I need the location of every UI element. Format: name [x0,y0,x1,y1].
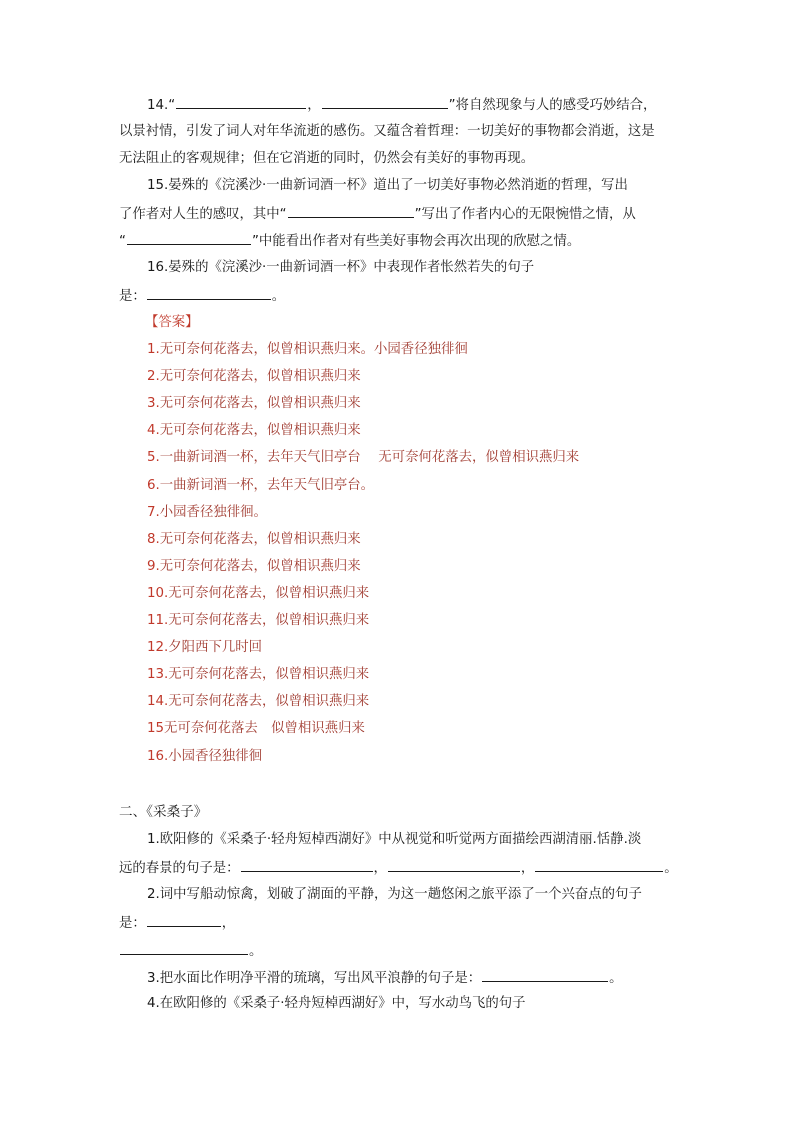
q15-line2 [119,204,636,224]
answer-item [147,368,361,386]
answer-number: 9. [147,559,160,574]
answer-text: 无可奈何花落去，似曾相识燕归来 [159,559,361,574]
answer-text: 无可奈何花落去，似曾相识燕归来 [159,369,361,384]
answer-number: 3. [147,396,160,411]
answer-number: 12. [147,640,169,655]
s2-q2-comma: ， [221,916,236,931]
answer-number: 4. [147,423,160,438]
s2-q2-blank-1[interactable] [147,913,221,927]
answer-text: 无可奈何花落去，似曾相识燕归来 [159,532,361,547]
q14-prefix: 14.“ [147,98,176,113]
s2-q4: 4.在欧阳修的《采桑子·轻舟短棹西湖好》中，写水动鸟飞的句子 [147,996,526,1011]
answer-item [147,666,369,684]
answer-text: 小园香径独徘徊。 [159,505,267,520]
answer-number: 8. [147,532,160,547]
q15-blank-1[interactable] [288,204,414,218]
s2-q2-line3 [119,941,262,961]
answer-text: 无可奈何花落去 似曾相识燕归来 [164,721,365,736]
s2-q3 [147,968,623,988]
s2-q3-blank[interactable] [482,968,608,982]
answer-number: 2. [147,369,160,384]
s2-q2-line2 [119,913,235,933]
answer-number: 15 [147,721,165,736]
answer-number: 13. [147,667,169,682]
answer-number: 7. [147,505,160,520]
s2-q1-period: 。 [664,861,678,876]
s2-q2-line1: 2.词中写船动惊禽，划破了湖面的平静，为这一趟悠闲之旅平添了一个兴奋点的句子 [147,887,642,902]
answer-text: 小园香径独徘徊 [168,749,263,764]
answer-text: 无可奈何花落去，似曾相识燕归来 [168,694,370,709]
s2-q1-line2 [119,858,678,878]
answer-item [147,395,361,413]
answer-item [147,748,262,766]
answer-number: 5. [147,450,160,465]
answer-text: 无可奈何花落去，似曾相识燕归来 [168,667,370,682]
q16-line2 [119,286,285,306]
answer-text: 无可奈何花落去，似曾相识燕归来 [168,586,370,601]
answer-item [147,449,579,467]
s2-q2-period: 。 [249,944,263,959]
answer-item [147,585,369,603]
q16-line2-prefix: 是： [119,289,146,304]
s2-q1-blank-2[interactable] [388,858,520,872]
section2-heading: 二、《采桑子》 [119,804,208,820]
answer-item [147,341,468,359]
answer-text: 一曲新词酒一杯，去年天气旧亭台。 [159,478,375,493]
q15-line2-prefix: 了作者对人生的感叹，其中“ [119,207,287,222]
s2-q1-comma-1: ， [373,861,387,876]
s2-q3-period: 。 [609,971,623,986]
answer-number: 14. [147,694,169,709]
answer-item [147,504,267,522]
answer-number: 10. [147,586,169,601]
s2-q1-prefix: 远的春景的句子是： [119,861,240,876]
s2-q1-comma-2: ， [520,861,535,876]
q14-blank-1[interactable] [176,95,306,109]
q16-line1: 16.晏殊的《浣溪沙·一曲新词酒一杯》中表现作者怅然若失的句子 [147,260,535,275]
q15-line1: 15.晏殊的《浣溪沙·一曲新词酒一杯》道出了一切美好事物必然消逝的哲理，写出 [147,178,628,193]
s2-q1-blank-3[interactable] [535,858,663,872]
answer-item [147,477,374,495]
answer-text: 无可奈何花落去，似曾相识燕归来 [159,396,361,411]
answer-number: 6. [147,478,160,493]
answer-text: 无可奈何花落去，似曾相识燕归来。小园香径独徘徊 [159,342,468,357]
q15-line3-suffix: ”中能看出作者对有些美好事物会再次出现的欣慰之情。 [251,234,581,249]
q14-line1 [147,95,656,115]
q16-blank[interactable] [147,286,271,300]
answer-number: 11. [147,613,169,628]
q14-suffix: ”将自然现象与人的感受巧妙结合， [448,98,657,113]
answer-item [147,531,361,549]
q14-separator: ， [307,98,321,113]
s2-q2-prefix: 是： [119,916,146,931]
answer-number: 16. [147,749,169,764]
q15-line2-suffix: ”写出了作者内心的无限惋惜之情，从 [414,207,636,222]
answer-text: 无可奈何花落去，似曾相识燕归来 [159,423,361,438]
q15-blank-2[interactable] [127,231,251,245]
q14-line3: 无法阻止的客观规律；但在它消逝的同时，仍然会有美好的事物再现。 [119,151,535,166]
answer-text: 无可奈何花落去，似曾相识燕归来 [168,613,370,628]
answer-text: 一曲新词酒一杯，去年天气旧亭台 无可奈何花落去，似曾相识燕归来 [159,450,580,465]
answer-text: 夕阳西下几时回 [168,640,263,655]
q15-line3-prefix: “ [119,234,126,249]
answer-item [147,720,365,738]
q16-line2-suffix: 。 [271,289,286,304]
s2-q1-line1: 1.欧阳修的《采桑子·轻舟短棹西湖好》中从视觉和听觉两方面描绘西湖清丽.恬静.淡 [147,832,642,847]
s2-q2-blank-2[interactable] [120,941,248,955]
q14-line2: 以景衬情，引发了词人对年华流逝的感伤。又蕴含着哲理：一切美好的事物都会消逝，这是 [119,124,655,139]
q15-line3 [119,231,580,251]
s2-q1-blank-1[interactable] [241,858,373,872]
answer-item [147,558,361,576]
s2-q3-text: 3.把水面比作明净平滑的琉璃，写出风平浪静的句子是： [147,971,482,986]
answer-item [147,612,369,630]
q14-blank-2[interactable] [322,95,448,109]
answer-item [147,422,361,440]
answer-item [147,693,369,711]
answer-item [147,639,262,657]
answer-label: 【答案】 [145,315,199,330]
answer-number: 1. [147,342,160,357]
